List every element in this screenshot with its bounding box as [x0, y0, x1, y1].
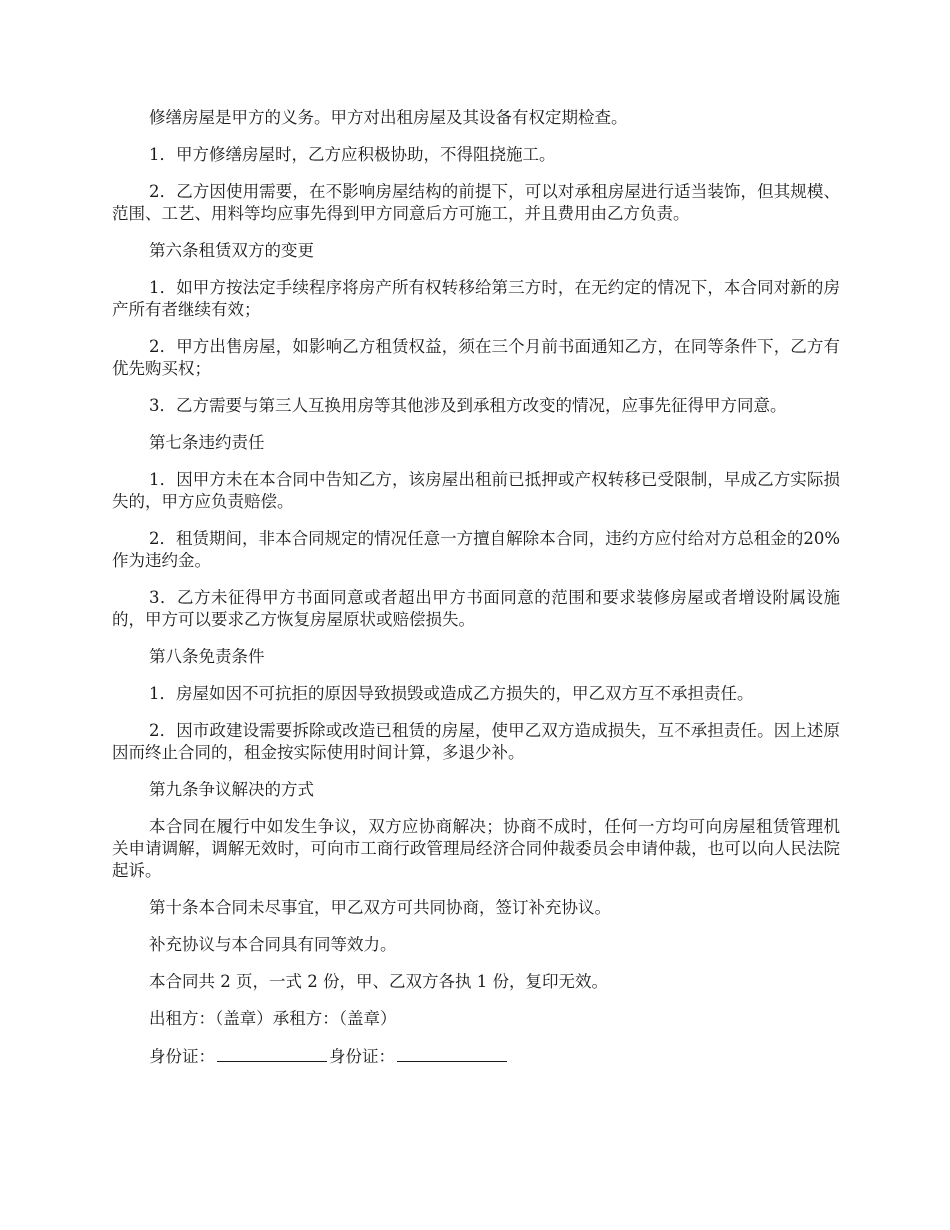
heading-article-9: 第九条争议解决的方式: [149, 780, 314, 799]
id-label-lessor: 身份证：: [149, 1047, 215, 1066]
paragraph-house-sale: 2．甲方出售房屋，如影响乙方租赁权益，须在三个月前书面通知乙方，在同等条件下，乙方有优先购买权；: [112, 337, 840, 378]
paragraph-dispute-resolution: 本合同在履行中如发生争议，双方应协商解决；协商不成时，任何一方均可向房屋租赁管理机关申请调解，调解无效时，可向市工商行政管理局经济合同仲裁委员会申请仲裁，也可以向人民法院起诉。: [112, 817, 840, 880]
document-body: [112, 107, 840, 1083]
heading-article-6: 第六条租赁双方的变更: [149, 241, 314, 260]
paragraph-article-10: 第十条本合同未尽事宜，甲乙双方可共同协商，签订补充协议。: [149, 898, 611, 917]
id-blank-lessee: [397, 1045, 507, 1062]
id-label-lessee: 身份证：: [329, 1047, 395, 1066]
paragraph-supplement-validity: 补充协议与本合同具有同等效力。: [149, 935, 397, 954]
paragraph-house-exchange: 3．乙方需要与第三人互换用房等其他涉及到承租方改变的情况，应事先征得甲方同意。: [149, 396, 787, 415]
paragraph-ownership-transfer: 1．如甲方按法定手续程序将房产所有权转移给第三方时，在无约定的情况下，本合同对新的房产所有者继续有效；: [112, 278, 840, 319]
paragraph-decoration: 2．乙方因使用需要，在不影响房屋结构的前提下，可以对承租房屋进行适当装饰，但其规模、范围、工艺、用料等均应事先得到甲方同意后方可施工，并且费用由乙方负责。: [112, 182, 840, 223]
paragraph-unauthorized-decoration: 3．乙方未征得甲方书面同意或者超出甲方书面同意的范围和要求装修房屋或者增设附属设施的，甲方可以要求乙方恢复房屋原状或赔偿损失。: [112, 588, 840, 629]
id-blank-lessor: [217, 1045, 327, 1062]
paragraph-copies: 本合同共 2 页，一式 2 份，甲、乙双方各执 1 份，复印无效。: [149, 972, 608, 991]
paragraph-force-majeure: 1．房屋如因不可抗拒的原因导致损毁或造成乙方损失的，甲乙双方互不承担责任。: [149, 684, 754, 703]
id-number-line: [112, 1045, 840, 1068]
paragraph-repair-duty: 修缮房屋是甲方的义务。甲方对出租房屋及其设备有权定期检查。: [149, 108, 628, 127]
paragraph-signatures: 出租方：（盖章）承租方：（盖章）: [149, 1009, 397, 1028]
paragraph-repair-cooperation: 1．甲方修缮房屋时，乙方应积极协助，不得阻挠施工。: [149, 145, 556, 164]
paragraph-mortgage-compensation: 1．因甲方未在本合同中告知乙方，该房屋出租前已抵押或产权转移已受限制，早成乙方实际损失的，甲方应负责赔偿。: [112, 470, 840, 511]
heading-article-7: 第七条违约责任: [149, 433, 265, 452]
heading-article-8: 第八条免责条件: [149, 647, 265, 666]
paragraph-termination-penalty: 2．租赁期间，非本合同规定的情况任意一方擅自解除本合同，违约方应付给对方总租金的20%作为违约金。: [112, 529, 840, 570]
paragraph-municipal-demolition: 2．因市政建设需要拆除或改造已租赁的房屋，使甲乙双方造成损失，互不承担责任。因上述原因而终止合同的，租金按实际使用时间计算，多退少补。: [112, 721, 840, 762]
